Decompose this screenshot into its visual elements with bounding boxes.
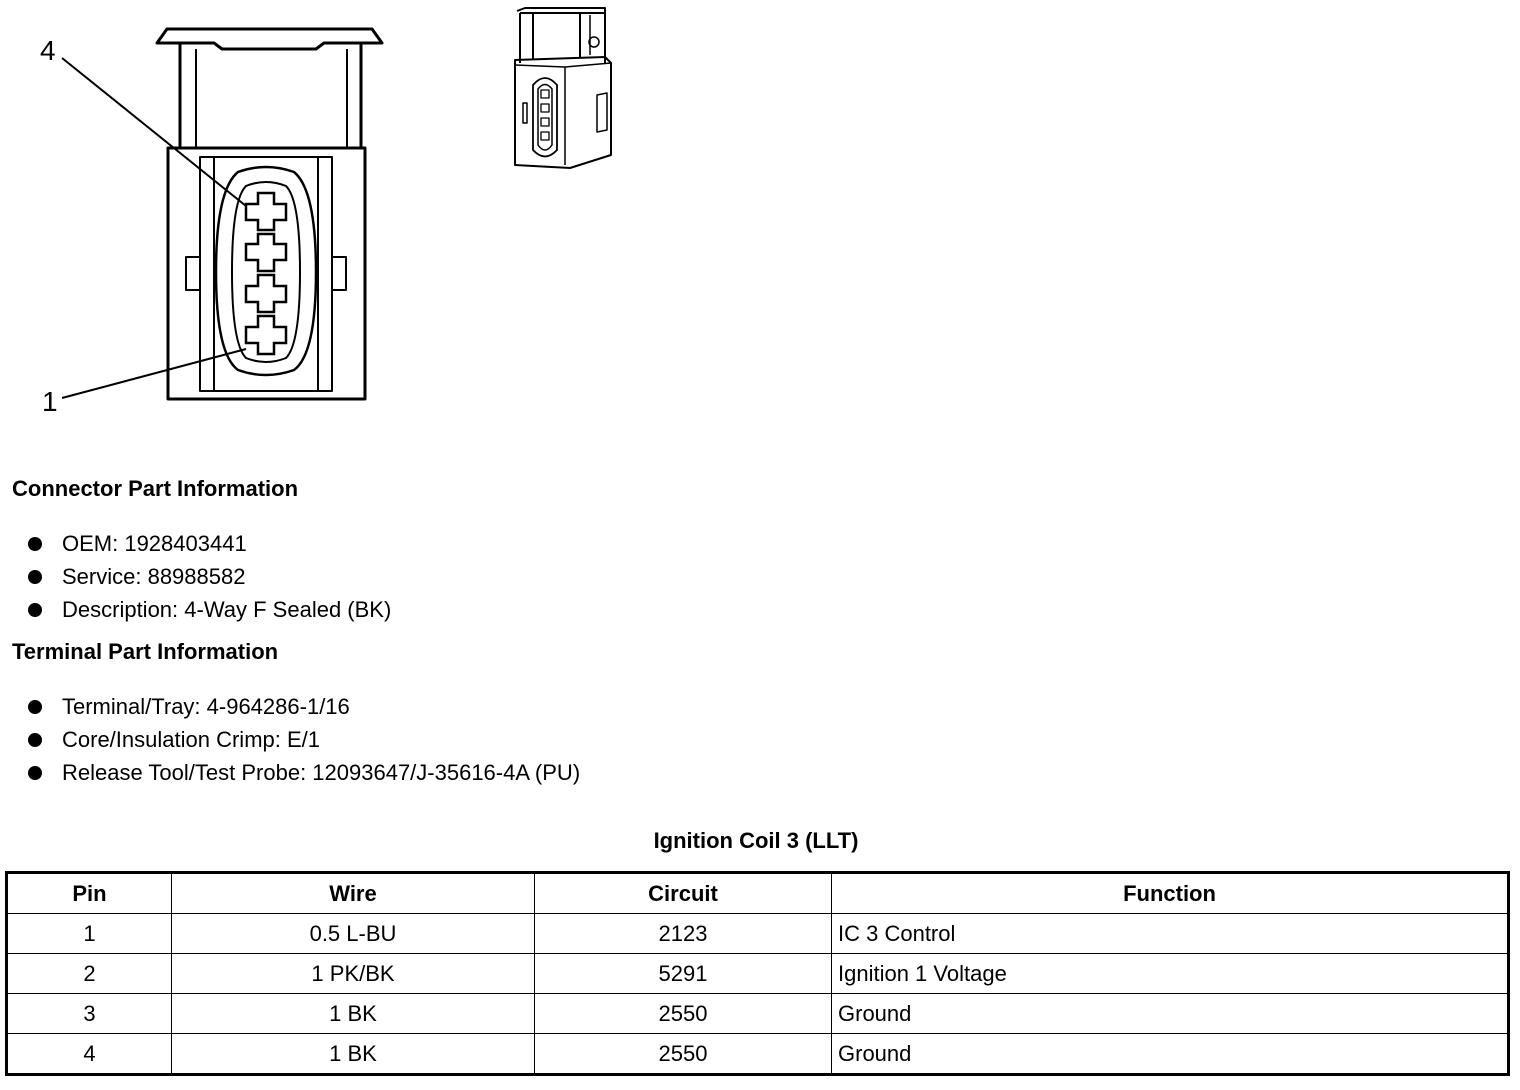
connector-part-info-heading: Connector Part Information [12, 476, 299, 501]
circuit-cell: 2123 [535, 914, 832, 954]
list-item [28, 560, 391, 593]
connector-description: Description: 4-Way F Sealed (BK) [62, 597, 392, 622]
wire-cell: 1 PK/BK [172, 954, 535, 994]
connector-part-info-list [28, 527, 391, 626]
column-header-circuit: Circuit [535, 873, 832, 914]
wire-cell: 1 BK [172, 1034, 535, 1075]
bullet-icon [28, 537, 42, 551]
list-item [28, 527, 391, 560]
pin-cell: 4 [7, 1034, 172, 1075]
callout-1: 1 [42, 386, 58, 417]
function-cell: Ground [832, 1034, 1509, 1075]
column-header-function: Function [832, 873, 1509, 914]
list-item [28, 723, 580, 756]
pin-cell: 1 [7, 914, 172, 954]
table-row [7, 914, 1509, 954]
table-row [7, 994, 1509, 1034]
column-header-pin: Pin [7, 873, 172, 914]
table-row [7, 1034, 1509, 1075]
bullet-icon [28, 733, 42, 747]
circuit-cell: 2550 [535, 994, 832, 1034]
circuit-cell: 5291 [535, 954, 832, 994]
function-cell: Ignition 1 Voltage [832, 954, 1509, 994]
oem-number: OEM: 1928403441 [62, 531, 247, 556]
callout-4: 4 [40, 35, 56, 66]
list-item [28, 756, 580, 789]
terminal-part-info-heading: Terminal Part Information [12, 639, 279, 664]
bullet-icon [28, 766, 42, 780]
pin-cell: 2 [7, 954, 172, 994]
bullet-icon [28, 570, 42, 584]
list-item [28, 690, 580, 723]
bullet-icon [28, 700, 42, 714]
column-header-wire: Wire [172, 873, 535, 914]
table-title: Ignition Coil 3 (LLT) [653, 828, 859, 853]
pinout-table [5, 871, 1510, 1076]
list-item [28, 593, 391, 626]
terminal-part-info-list [28, 690, 580, 789]
connector-face-diagram [0, 0, 420, 430]
terminal-tray: Terminal/Tray: 4-964286-1/16 [62, 694, 350, 719]
connector-isometric-illustration [505, 5, 620, 175]
wire-cell: 1 BK [172, 994, 535, 1034]
bullet-icon [28, 603, 42, 617]
pin-cell: 3 [7, 994, 172, 1034]
wire-cell: 0.5 L-BU [172, 914, 535, 954]
core-insulation-crimp: Core/Insulation Crimp: E/1 [62, 727, 320, 752]
function-cell: Ground [832, 994, 1509, 1034]
function-cell: IC 3 Control [832, 914, 1509, 954]
service-number: Service: 88988582 [62, 564, 246, 589]
table-row [7, 954, 1509, 994]
circuit-cell: 2550 [535, 1034, 832, 1075]
release-tool-test-probe: Release Tool/Test Probe: 12093647/J-35616-4A (PU) [62, 760, 581, 785]
table-header-row [7, 873, 1509, 914]
